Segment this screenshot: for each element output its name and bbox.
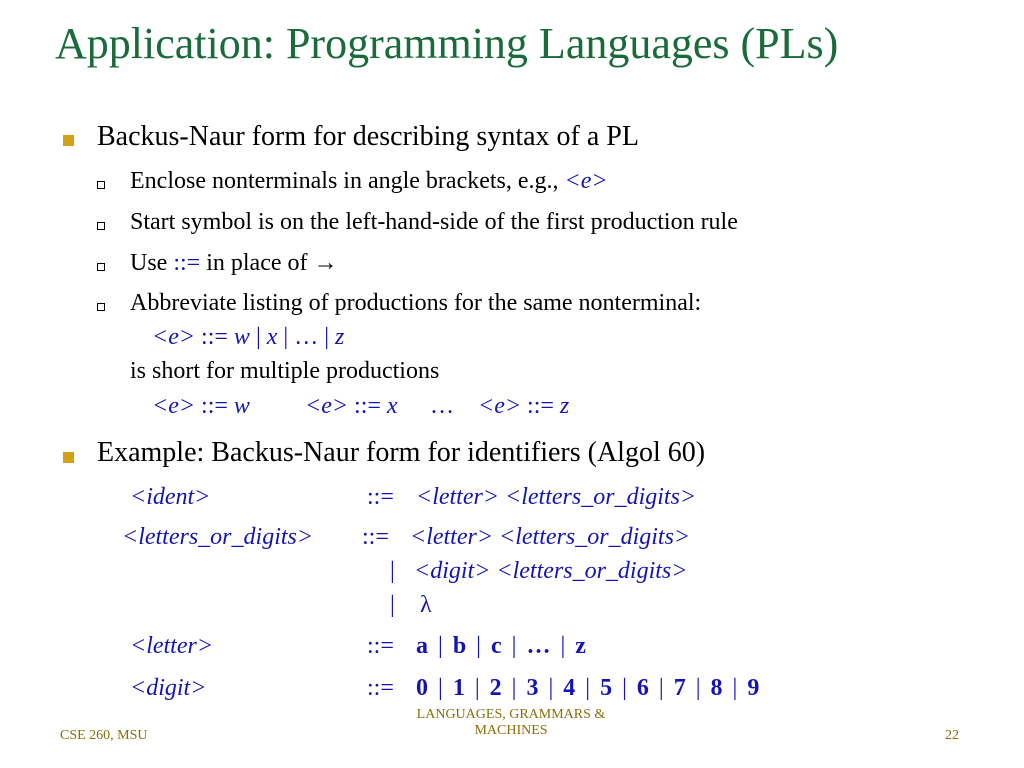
abbr-bar: | [324,324,330,350]
footer-left: CSE 260, MSU [60,728,148,743]
alternative-bar: | [505,675,523,701]
digit-alternative: 4 [563,675,576,701]
alternative-bar: | [554,633,572,659]
multi-p2-e: <e> [305,393,349,419]
multi-production-1 [152,393,250,420]
alternative-bar: | [616,675,633,701]
digit-alternative: 6 [636,675,649,701]
letter-alternative: z [575,633,586,659]
digit-alternative: 0 [416,675,428,701]
use-prefix: Use [130,250,174,276]
abbr-z: z [335,324,345,350]
abbr-rule [152,324,344,351]
start-symbol-item: Start symbol is on the left-hand-side of the first production rule [130,209,738,235]
short-for-text: is short for multiple productions [130,358,440,384]
bnf-heading: Backus-Naur form for describing syntax of a PL [97,121,639,152]
digit-alternative: 2 [489,675,502,701]
abbr-bar: | [255,324,261,350]
lod-rhs-1: <letter> <letters_or_digits> [410,524,691,550]
example-heading: Example: Backus-Naur form for identifiers (Algol 60) [97,437,706,468]
abbr-bar: | [283,324,289,350]
footer-center [390,707,632,739]
ident-rhs: <letter> <letters_or_digits> [416,484,697,510]
hollow-square-bullet-icon [97,303,105,311]
abbr-dots: … [294,324,319,350]
footer-center-line2: MACHINES [474,723,548,738]
digit-alternative: 1 [452,675,465,701]
abbr-w: w [233,324,250,350]
alternative-bar: | [470,633,487,659]
slide-title: Application: Programming Languages (PLs) [55,19,839,68]
abbreviate-item: Abbreviate listing of productions for the same nonterminal: [130,290,702,316]
alternative-bar: | [432,675,449,701]
letter-alternative: … [526,633,551,659]
letter-alternative: a [416,633,428,659]
enclose-example: <e> [564,168,608,194]
multi-production-3 [478,393,569,420]
multi-p2-x: x [386,393,398,419]
lambda-symbol: λ [420,592,432,618]
use-symbol: ::= [173,250,201,276]
multi-p3-e: <e> [478,393,522,419]
letter-alternative: c [490,633,502,659]
hollow-square-bullet-icon [97,181,105,189]
abbr-x: x [266,324,278,350]
square-bullet-icon [63,135,74,146]
multi-production-2 [305,393,398,420]
digit-alternative: 7 [673,675,686,701]
multi-p3-def: ::= [521,393,560,419]
alternative-bar: | [579,675,597,701]
use-item [130,250,338,277]
letter-rhs [416,633,586,660]
lod-lhs: <letters_or_digits> [122,524,314,550]
digit-alternative: 3 [526,675,539,701]
digit-rhs [416,675,759,702]
lod-rhs-2: <digit> <letters_or_digits> [414,558,688,584]
hollow-square-bullet-icon [97,222,105,230]
page-number: 22 [945,728,959,743]
ident-lhs: <ident> [130,484,211,510]
multi-p1-e: <e> [152,393,196,419]
digit-alternative: 9 [747,675,760,701]
multi-p3-z: z [559,393,570,419]
digit-def: ::= [367,675,394,701]
letter-lhs: <letter> [130,633,214,659]
multi-dots: … [430,393,454,419]
use-middle: in place of [206,250,314,276]
digit-alternative: 5 [600,675,613,701]
alternative-bar: | [542,675,560,701]
multi-p1-def: ::= [195,393,234,419]
alternative-bar: | [505,633,523,659]
enclose-item [130,168,608,195]
letter-alternative: b [452,633,467,659]
digit-lhs: <digit> [130,675,207,701]
multi-p2-def: ::= [348,393,387,419]
alternative-bar: | [652,675,670,701]
lod-bar-3: | [390,592,395,618]
multi-p1-w: w [233,393,250,419]
footer-center-line1: LANGUAGES, GRAMMARS & [416,707,606,722]
ident-def: ::= [367,484,394,510]
square-bullet-icon [63,452,74,463]
letter-def: ::= [367,633,394,659]
abbr-e: <e> [152,324,196,350]
alternative-bar: | [468,675,486,701]
lod-bar-2: | [390,558,395,584]
alternative-bar: | [432,633,449,659]
enclose-text: Enclose nonterminals in angle brackets, e.g., [130,168,565,194]
lod-def: ::= [362,524,389,550]
digit-alternative: 8 [710,675,723,701]
right-arrow-icon: → [313,250,338,276]
hollow-square-bullet-icon [97,263,105,271]
abbr-def: ::= [195,324,234,350]
alternative-bar: | [726,675,744,701]
alternative-bar: | [689,675,707,701]
